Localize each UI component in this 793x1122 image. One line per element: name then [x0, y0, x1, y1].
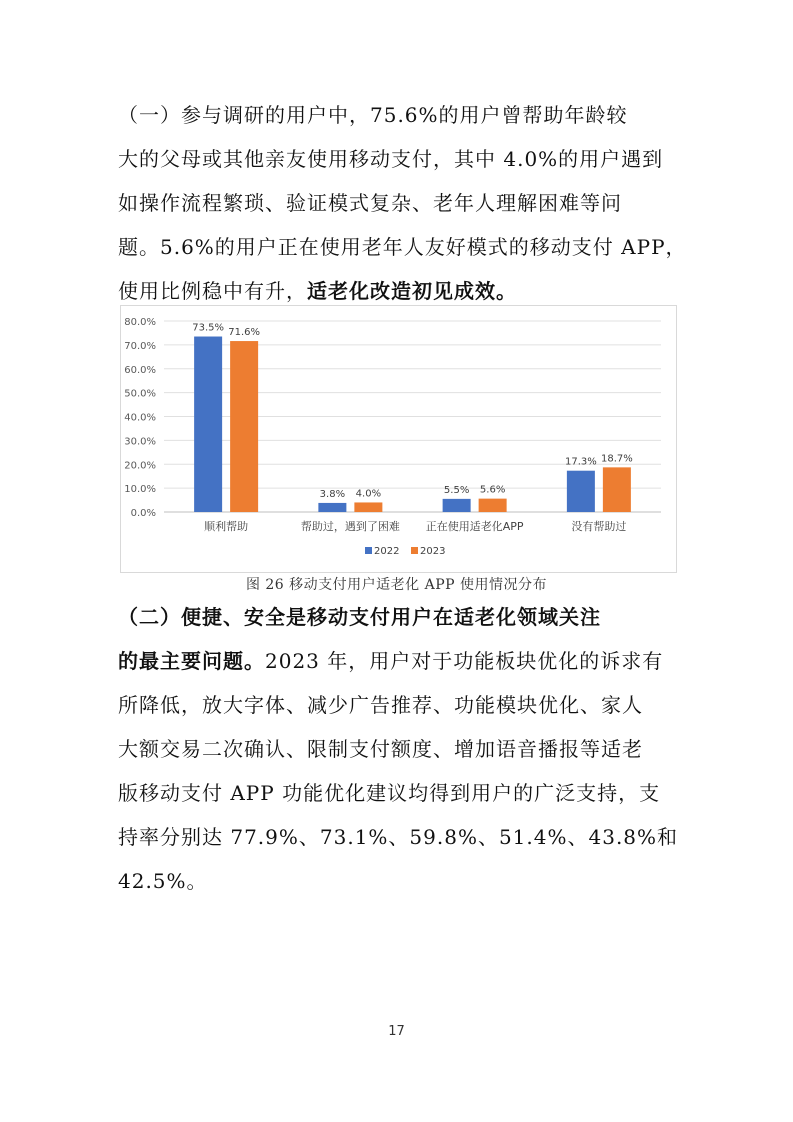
- paragraph-2-heading: （二）便捷、安全是移动支付用户在适老化领域关注: [118, 605, 601, 629]
- paragraph-2-line-4: 大额交易二次确认、限制支付额度、增加语音播报等适老: [118, 737, 643, 761]
- y-tick-label: 80.0%: [124, 317, 156, 328]
- data-label: 3.8%: [319, 488, 346, 500]
- paragraph-1-line-5: [118, 276, 517, 306]
- paragraph-1-line-1: （一）参与调研的用户中，75.6%的用户曾帮助年龄较: [118, 103, 628, 127]
- paragraph-2-line-2: [118, 646, 663, 676]
- page-number: 17: [388, 1024, 405, 1039]
- x-tick-label: 没有帮助过: [571, 520, 627, 533]
- y-tick-label: 10.0%: [124, 484, 156, 496]
- paragraph-2-line-7: 42.5%。: [118, 869, 208, 893]
- paragraph-2-plain-text: 2023 年，用户对于功能板块优化的诉求有: [265, 649, 664, 673]
- paragraph-2-line-6: 持率分别达 77.9%、73.1%、59.8%、51.4%、43.8%和: [118, 825, 679, 849]
- figure-caption: 图 26 移动支付用户适老化 APP 使用情况分布: [245, 577, 548, 593]
- legend-swatch-2022: [365, 547, 372, 554]
- y-tick-label: 20.0%: [124, 460, 156, 472]
- bar-2023: [230, 341, 258, 512]
- bar-chart: [120, 305, 677, 573]
- bar-chart-svg: [121, 306, 676, 572]
- x-tick-label: 顺利帮助: [204, 520, 249, 533]
- data-label: 71.6%: [228, 327, 261, 339]
- x-tick-label: 帮助过，遇到了困难: [300, 520, 400, 533]
- x-tick-label: 正在使用适老化APP: [425, 520, 524, 533]
- y-tick-label: 70.0%: [124, 340, 156, 352]
- legend-label: 2022: [374, 546, 400, 557]
- y-tick-label: 40.0%: [124, 412, 156, 424]
- paragraph-2-line-5: 版移动支付 APP 功能优化建议均得到用户的广泛支持，支: [118, 781, 661, 805]
- data-label: 5.5%: [443, 484, 470, 496]
- y-tick-label: 30.0%: [124, 436, 156, 448]
- bar-2023: [354, 502, 382, 512]
- bar-2023: [603, 467, 631, 512]
- data-label: 17.3%: [564, 456, 597, 468]
- paragraph-1-line-4: 题。5.6%的用户正在使用老年人友好模式的移动支付 APP，: [118, 235, 687, 259]
- y-tick-label: 50.0%: [124, 388, 156, 400]
- paragraph-1-plain-text: 使用比例稳中有升，: [118, 279, 307, 303]
- data-label: 4.0%: [355, 488, 382, 500]
- data-label: 73.5%: [192, 322, 225, 334]
- bar-2022: [443, 499, 471, 512]
- bar-2022: [318, 503, 346, 512]
- data-label: 5.6%: [479, 484, 506, 496]
- paragraph-1-bold-text: 适老化改造初见成效。: [307, 279, 517, 303]
- bar-2022: [194, 337, 222, 512]
- paragraph-1-line-3: 如操作流程繁琐、验证模式复杂、老年人理解困难等问: [118, 191, 622, 215]
- legend-swatch-2023: [411, 547, 418, 554]
- data-label: 18.7%: [600, 453, 633, 465]
- bar-2023: [479, 499, 507, 512]
- paragraph-1-line-2: 大的父母或其他亲友使用移动支付，其中 4.0%的用户遇到: [118, 147, 664, 171]
- y-tick-label: 0.0%: [130, 508, 156, 519]
- paragraph-2-bold-text: 的最主要问题。: [118, 649, 265, 673]
- y-tick-label: 60.0%: [124, 364, 156, 376]
- bar-2022: [567, 471, 595, 512]
- legend-label: 2023: [420, 546, 446, 557]
- paragraph-2-line-3: 所降低，放大字体、减少广告推荐、功能模块优化、家人: [118, 693, 643, 717]
